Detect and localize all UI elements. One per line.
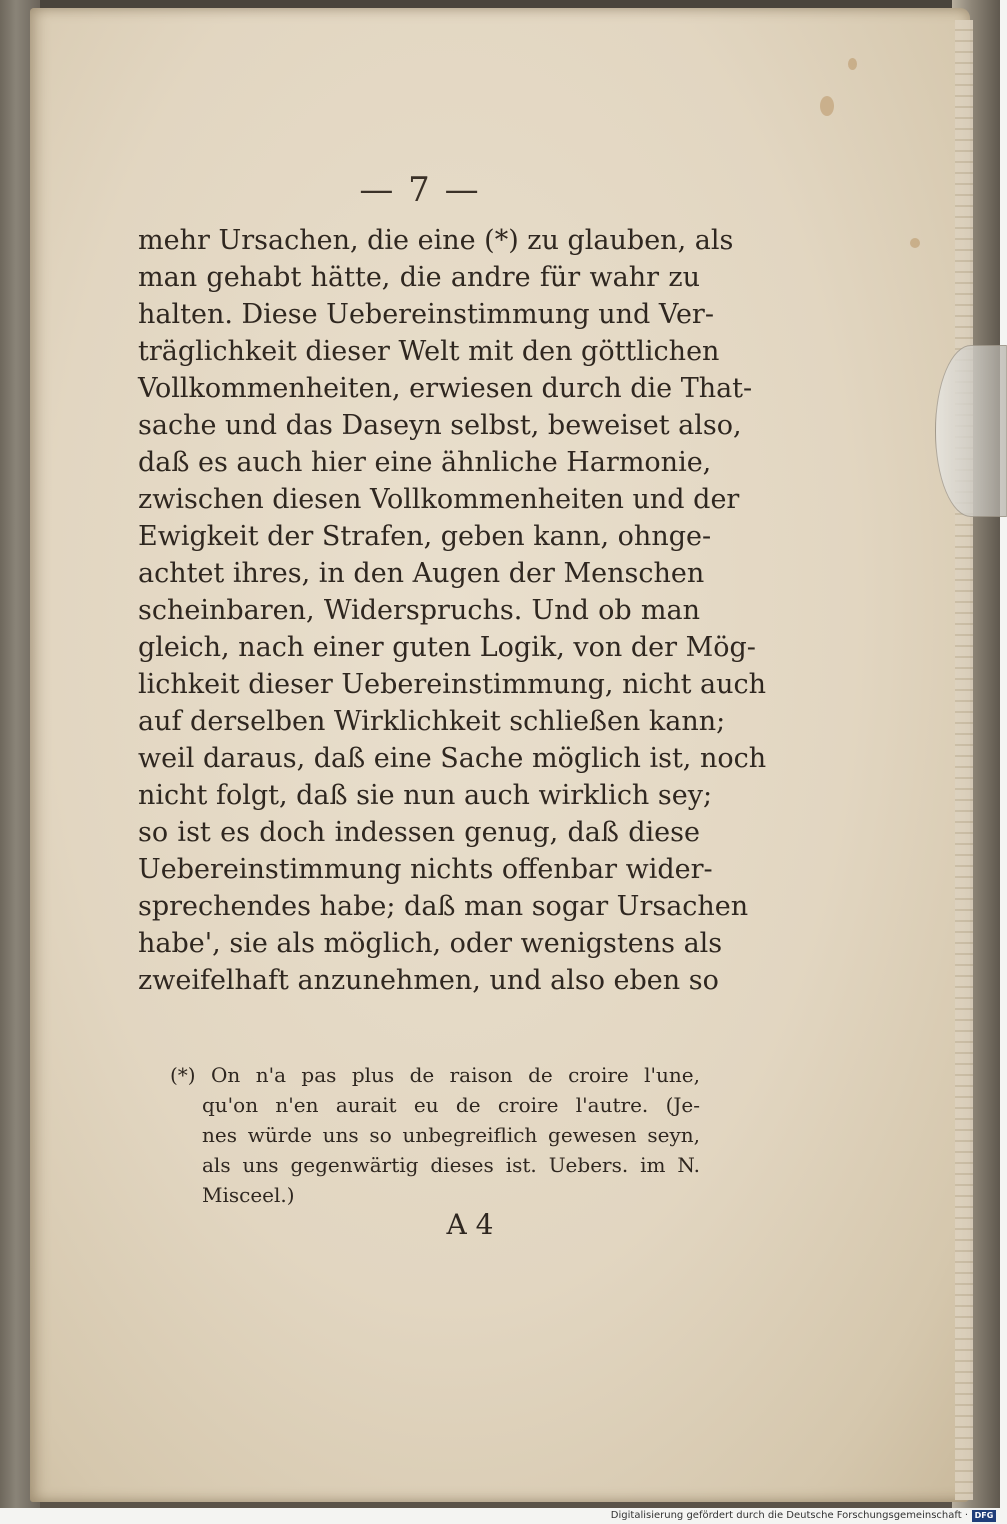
text-line: so ist es doch indessen genug, daß diese (138, 817, 700, 848)
text-line: scheinbaren, Widerspruchs. Und ob man (138, 595, 700, 626)
page-number: — 7 — (359, 170, 481, 210)
text-line: habe', sie als möglich, oder wenigstens als (138, 928, 723, 959)
body-text (138, 222, 767, 999)
footnote-line: Misceel.) (202, 1183, 295, 1207)
text-line: achtet ihres, in den Augen der Menschen (138, 558, 705, 589)
footnote-line: nes würde uns so unbegreiflich gewesen seyn, (202, 1123, 700, 1147)
text-line: sache und das Daseyn selbst, beweiset also, (138, 410, 742, 441)
text-line: zweifelhaft anzunehmen, und also eben so (138, 965, 719, 996)
text-line: zwischen diesen Vollkommenheiten und der (138, 484, 740, 515)
text-line: sprechendes habe; daß man sogar Ursachen (138, 891, 749, 922)
foxing-stain (910, 238, 920, 248)
footnote-line: (*) On n'a pas plus de raison de croire l'une, (170, 1063, 700, 1087)
text-line: daß es auch hier eine ähnliche Harmonie, (138, 447, 712, 478)
text-line: halten. Diese Uebereinstimmung und Ver- (138, 299, 714, 330)
foxing-stain (848, 58, 857, 70)
text-line: man gehabt hätte, die andre für wahr zu (138, 262, 700, 293)
text-line: träglichkeit dieser Welt mit den göttlichen (138, 336, 720, 367)
text-line: mehr Ursachen, die eine (*) zu glauben, als (138, 225, 734, 256)
signature-mark: A 4 (446, 1208, 494, 1241)
text-line: lichkeit dieser Uebereinstimmung, nicht auch (138, 669, 767, 700)
text-line: Ewigkeit der Strafen, geben kann, ohnge- (138, 521, 712, 552)
page-stack-edge (955, 20, 973, 1500)
text-line: weil daraus, daß eine Sache möglich ist, noch (138, 743, 767, 774)
footnote-line: qu'on n'en aurait eu de croire l'autre. (Je- (202, 1093, 700, 1117)
text-line: Uebereinstimmung nichts offenbar wider- (138, 854, 713, 885)
text-line: Vollkommenheiten, erwiesen durch die That- (138, 373, 753, 404)
text-line: nicht folgt, daß sie nun auch wirklich sey; (138, 780, 713, 811)
transparent-page-tab (935, 345, 1007, 517)
foxing-stain (820, 96, 834, 116)
funding-credit: Digitalisierung gefördert durch die Deutsche Forschungsgemeinschaft · (610, 1510, 968, 1521)
text-line: auf derselben Wirklichkeit schließen kann; (138, 706, 726, 737)
footnote-line: als uns gegenwärtig dieses ist. Uebers. im N. (202, 1153, 700, 1177)
footnote (170, 1060, 700, 1210)
dfg-logo: DFG (972, 1510, 996, 1522)
text-line: gleich, nach einer guten Logik, von der Mög- (138, 632, 756, 663)
